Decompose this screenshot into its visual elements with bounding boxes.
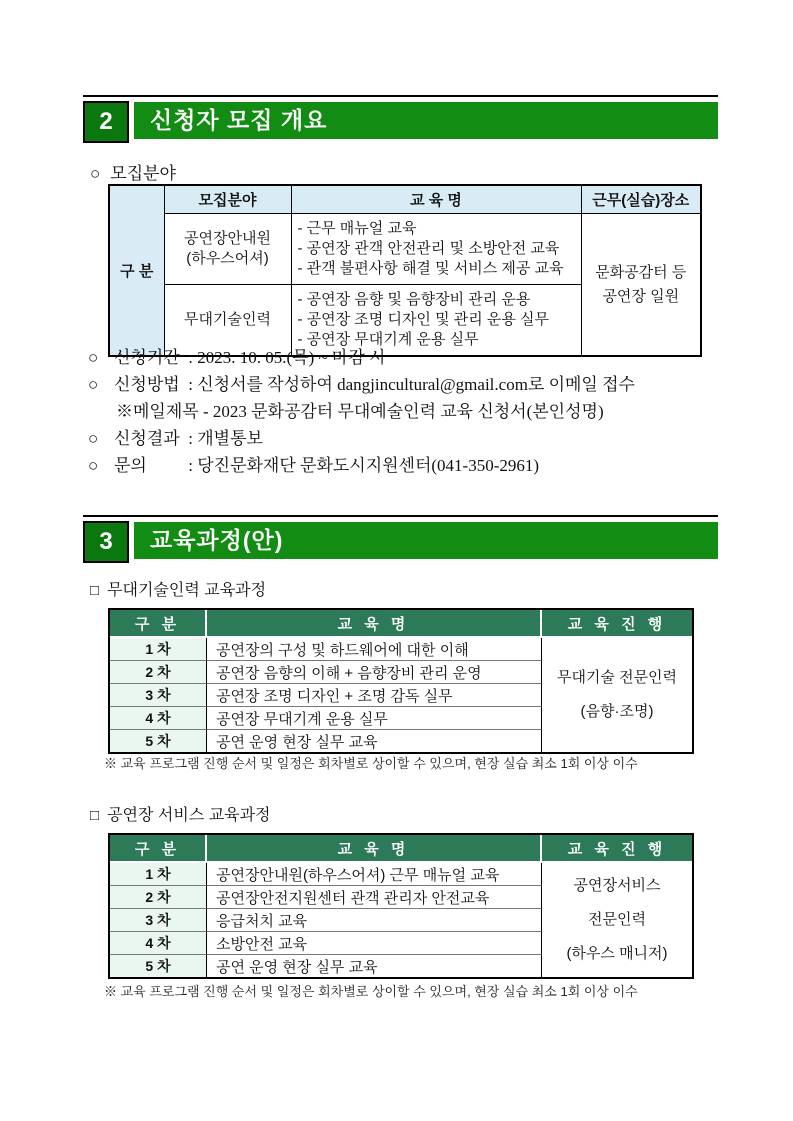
place-line: 문화공감터 등 bbox=[595, 263, 687, 281]
section2-number: 2 bbox=[99, 108, 113, 135]
circle-bullet-icon: ○ bbox=[88, 375, 99, 394]
item-separator: : bbox=[184, 456, 198, 475]
conductor-line: 전문인력 bbox=[588, 911, 646, 928]
round-cell: 1 차 bbox=[110, 863, 207, 886]
course-cell: 공연장 조명 디자인 + 조명 감독 실무 bbox=[207, 684, 542, 707]
round-cell: 4 차 bbox=[110, 932, 207, 955]
circle-bullet-icon: ○ bbox=[88, 429, 99, 448]
item-label: 신청결과 bbox=[114, 429, 180, 448]
section3-top-rule bbox=[83, 515, 718, 517]
recruit-table bbox=[108, 184, 702, 357]
course-cell: 공연장 무대기계 운용 실무 bbox=[207, 707, 542, 730]
place-line: 공연장 일원 bbox=[602, 287, 680, 305]
course-cell: 공연장 음향의 이해 + 음향장비 관리 운영 bbox=[207, 661, 542, 684]
tech-course-heading bbox=[90, 577, 266, 600]
course-line: - 관객 불편사항 해결 및 서비스 제공 교육 bbox=[297, 260, 564, 277]
recruit-table-corner: 구 분 bbox=[109, 185, 164, 356]
course-line: - 공연장 조명 디자인 및 관리 운용 실무 bbox=[297, 311, 550, 328]
course-cell: 공연 운영 현장 실무 교육 bbox=[207, 730, 542, 752]
list-item-method bbox=[88, 371, 728, 398]
course-line: - 근무 매뉴얼 교육 bbox=[297, 220, 417, 237]
section2-top-rule bbox=[83, 95, 718, 97]
course-line: - 공연장 음향 및 음향장비 관리 운용 bbox=[297, 291, 531, 308]
service-course-heading-text: 공연장 서비스 교육과정 bbox=[107, 807, 271, 824]
circle-bullet-icon: ○ bbox=[90, 164, 101, 183]
field-line: (하우스어셔) bbox=[186, 250, 269, 267]
section3-title: 교육과정(안) bbox=[150, 527, 284, 553]
course-cell: 공연 운영 현장 실무 교육 bbox=[207, 955, 542, 977]
section2-title-banner bbox=[134, 102, 718, 139]
field-line: 무대기술인력 bbox=[184, 311, 271, 328]
list-item-result bbox=[88, 425, 728, 452]
round-cell: 1 차 bbox=[110, 638, 207, 661]
service-course-heading bbox=[90, 802, 271, 825]
recruit-col-course: 교 육 명 bbox=[291, 185, 581, 214]
mail-subject-note bbox=[88, 398, 728, 425]
recruit-col-field: 모집분야 bbox=[164, 185, 291, 214]
table-row bbox=[110, 835, 692, 863]
round-cell: 3 차 bbox=[110, 909, 207, 932]
table-row bbox=[110, 638, 692, 661]
section3-title-banner bbox=[134, 522, 718, 559]
col-round: 구 분 bbox=[110, 835, 207, 863]
tech-curriculum-table bbox=[108, 608, 694, 754]
application-info-list bbox=[88, 344, 728, 479]
item-separator: : bbox=[184, 429, 198, 448]
tech-curriculum-note: ※ 교육 프로그램 진행 순서 및 일정은 회차별로 상이할 수 있으며, 현장 실습 최소 1회 이상 이수 bbox=[104, 756, 638, 771]
item-separator: : bbox=[184, 375, 198, 394]
tech-conductor-cell bbox=[542, 638, 692, 752]
item-value: 개별통보 bbox=[197, 429, 263, 448]
col-round: 구 분 bbox=[110, 610, 207, 638]
recruit-field-usher bbox=[164, 214, 291, 285]
col-conductor: 교 육 진 행 bbox=[542, 835, 692, 863]
circle-bullet-icon: ○ bbox=[88, 348, 99, 367]
item-value: 2023. 10. 05.(목) ~ 마감 시 bbox=[197, 348, 386, 367]
item-label: 신청방법 bbox=[114, 375, 180, 394]
section3-number: 3 bbox=[99, 528, 113, 555]
item-value: 신청서를 작성하여 dangjincultural@gmail.com로 이메일 접수 bbox=[197, 375, 635, 394]
recruit-field-heading bbox=[90, 159, 176, 184]
round-cell: 2 차 bbox=[110, 886, 207, 909]
tech-course-heading-text: 무대기술인력 교육과정 bbox=[107, 582, 267, 599]
section2-title: 신청자 모집 개요 bbox=[150, 107, 328, 133]
course-line: - 공연장 관객 안전관리 및 소방안전 교육 bbox=[297, 240, 560, 257]
conductor-line: 무대기술 전문인력 bbox=[556, 669, 678, 686]
conductor-line: (음향·조명) bbox=[580, 703, 654, 720]
course-cell: 공연장안전지원센터 관객 관리자 안전교육 bbox=[207, 886, 542, 909]
round-cell: 3 차 bbox=[110, 684, 207, 707]
table-row bbox=[110, 863, 692, 886]
item-value: 당진문화재단 문화도시지원센터(041-350-2961) bbox=[197, 456, 540, 475]
col-course-name: 교 육 명 bbox=[207, 610, 542, 638]
service-conductor-cell bbox=[542, 863, 692, 977]
list-item-period bbox=[88, 344, 728, 371]
round-cell: 5 차 bbox=[110, 955, 207, 977]
course-cell: 공연장의 구성 및 하드웨어에 대한 이해 bbox=[207, 638, 542, 661]
recruit-courses-usher bbox=[291, 214, 581, 285]
section2-number-box bbox=[83, 101, 129, 143]
course-cell: 응급처치 교육 bbox=[207, 909, 542, 932]
round-cell: 2 차 bbox=[110, 661, 207, 684]
table-row bbox=[109, 185, 701, 214]
conductor-line: (하우스 매니저) bbox=[566, 945, 668, 962]
mail-subject-text: ※메일제목 - 2023 문화공감터 무대예술인력 교육 신청서(본인성명) bbox=[116, 402, 604, 421]
item-label: 문의 bbox=[114, 456, 147, 475]
service-curriculum-note: ※ 교육 프로그램 진행 순서 및 일정은 회차별로 상이할 수 있으며, 현장 실습 최소 1회 이상 이수 bbox=[104, 984, 638, 999]
col-conductor: 교 육 진 행 bbox=[542, 610, 692, 638]
course-cell: 소방안전 교육 bbox=[207, 932, 542, 955]
square-bullet-icon: □ bbox=[90, 807, 100, 824]
table-row bbox=[110, 610, 692, 638]
recruit-col-place: 근무(실습)장소 bbox=[581, 185, 701, 214]
recruit-work-place bbox=[581, 214, 701, 357]
item-separator: : bbox=[184, 348, 198, 367]
recruit-field-label: 모집분야 bbox=[110, 164, 176, 183]
list-item-contact bbox=[88, 452, 728, 479]
item-label: 신청기간 bbox=[114, 348, 180, 367]
round-cell: 5 차 bbox=[110, 730, 207, 752]
square-bullet-icon: □ bbox=[90, 582, 100, 599]
field-line: 공연장안내원 bbox=[184, 230, 271, 247]
service-curriculum-table bbox=[108, 833, 694, 979]
col-course-name: 교 육 명 bbox=[207, 835, 542, 863]
course-line: - 공연장 무대기계 운용 실무 bbox=[297, 331, 479, 348]
conductor-line: 공연장서비스 bbox=[573, 877, 661, 894]
circle-bullet-icon: ○ bbox=[88, 456, 99, 475]
course-cell: 공연장안내원(하우스어셔) 근무 매뉴얼 교육 bbox=[207, 863, 542, 886]
table-row bbox=[109, 214, 701, 285]
section3-number-box bbox=[83, 521, 129, 563]
round-cell: 4 차 bbox=[110, 707, 207, 730]
